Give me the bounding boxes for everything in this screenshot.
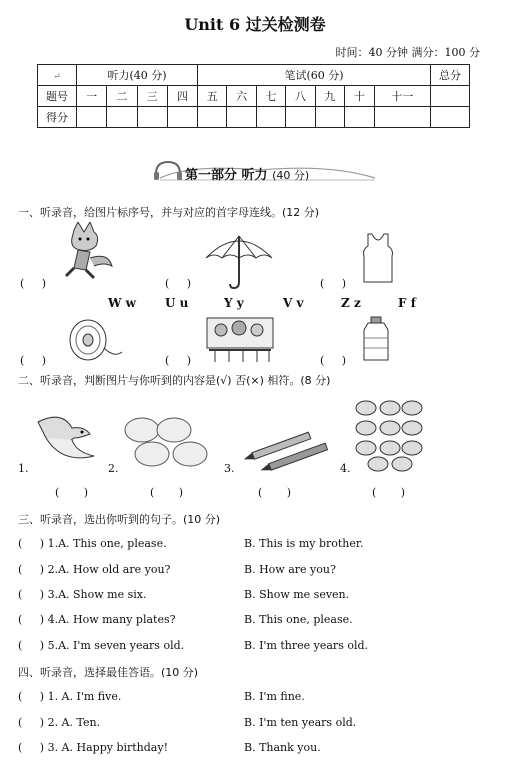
total-cell: [431, 86, 470, 107]
score-table: [37, 64, 470, 128]
q2-blank[interactable]: ( ): [258, 486, 292, 499]
letter[interactable]: Z z: [341, 296, 361, 310]
q2-num: 1.: [18, 462, 29, 475]
letter[interactable]: Y y: [224, 296, 244, 310]
score-cell[interactable]: [345, 107, 374, 128]
q2-heading: 二、听录音，判断图片与你听到的内容是(√) 否(×) 相符。(8 分): [18, 374, 331, 387]
umbrella-icon: [204, 230, 274, 290]
qnum: 十: [345, 86, 374, 107]
score-cell[interactable]: [286, 107, 315, 128]
time-info: 时间：40 分钟 满分：100 分: [335, 46, 480, 59]
q4-option-b[interactable]: B. Thank you.: [244, 741, 321, 754]
score-cell[interactable]: [431, 107, 470, 128]
vest-icon: [360, 232, 396, 284]
q4-option-b[interactable]: B. I'm ten years old.: [244, 716, 357, 729]
row-label-score: 得分: [38, 107, 77, 128]
q3-option-b[interactable]: B. How are you?: [244, 563, 336, 576]
q1-blank[interactable]: ( ): [320, 277, 347, 290]
qnum: 六: [227, 86, 256, 107]
letter[interactable]: W w: [108, 296, 136, 310]
writing-group: 笔试(60 分): [198, 65, 431, 86]
qnum: 三: [137, 86, 167, 107]
qnum: 八: [286, 86, 315, 107]
q4-option-b[interactable]: B. I'm fine.: [244, 690, 305, 703]
qnum: 四: [167, 86, 197, 107]
q4-option-a[interactable]: ( ) 3. A. Happy birthday!: [18, 741, 168, 754]
qnum: 五: [198, 86, 227, 107]
listening-group: 听力(40 分): [77, 65, 198, 86]
eggs-icon: [122, 416, 218, 468]
q3-option-a[interactable]: ( ) 2.A. How old are you?: [18, 563, 171, 576]
score-cell[interactable]: [256, 107, 285, 128]
q3-heading: 三、听录音，选出你听到的句子。(10 分): [18, 513, 221, 526]
qnum: 一: [77, 86, 107, 107]
letter[interactable]: F f: [398, 296, 416, 310]
q2-blank[interactable]: ( ): [150, 486, 184, 499]
q3-option-a[interactable]: ( ) 3.A. Show me six.: [18, 588, 147, 601]
qnum: 七: [256, 86, 285, 107]
qnum: 九: [315, 86, 344, 107]
q4-option-a[interactable]: ( ) 1. A. I'm five.: [18, 690, 122, 703]
qnum: 二: [107, 86, 137, 107]
pens-icon: [244, 430, 334, 474]
q4-option-a[interactable]: ( ) 2. A. Ten.: [18, 716, 101, 729]
q2-num: 4.: [340, 462, 351, 475]
corner-cell: ↵: [38, 65, 77, 86]
q1-blank[interactable]: ( ): [320, 354, 347, 367]
q4-heading: 四、听录音，选择最佳答语。(10 分): [18, 666, 199, 679]
ducks-icon: [352, 396, 424, 472]
q3-option-b[interactable]: B. I'm three years old.: [244, 639, 369, 652]
q1-blank[interactable]: ( ): [20, 354, 47, 367]
qnum: 十一: [374, 86, 430, 107]
q1-blank[interactable]: ( ): [20, 277, 47, 290]
score-cell[interactable]: [374, 107, 430, 128]
q3-option-a[interactable]: ( ) 5.A. I'm seven years old.: [18, 639, 185, 652]
part1-title: 第一部分 听力 (40 分): [185, 168, 310, 183]
score-cell[interactable]: [227, 107, 256, 128]
q3-option-a[interactable]: ( ) 1.A. This one, please.: [18, 537, 167, 550]
zoo-icon: [205, 316, 275, 364]
q2-num: 2.: [108, 462, 119, 475]
q1-blank[interactable]: ( ): [165, 277, 192, 290]
score-cell[interactable]: [198, 107, 227, 128]
letter[interactable]: V v: [283, 296, 304, 310]
row-label-question: 题号: [38, 86, 77, 107]
q2-blank[interactable]: ( ): [55, 486, 89, 499]
q1-heading: 一、听录音，给图片标序号，并与对应的首字母连线。(12 分): [18, 206, 320, 219]
q2-num: 3.: [224, 462, 235, 475]
headphone-icon: [154, 162, 182, 180]
q3-option-a[interactable]: ( ) 4.A. How many plates?: [18, 613, 176, 626]
fox-icon: [60, 222, 116, 284]
page-title: Unit 6 过关检测卷: [184, 15, 326, 34]
q3-option-b[interactable]: B. This is my brother.: [244, 537, 364, 550]
q2-blank[interactable]: ( ): [372, 486, 406, 499]
bird-icon: [32, 408, 100, 468]
score-cell[interactable]: [315, 107, 344, 128]
bottle-icon: [362, 316, 390, 362]
q3-option-b[interactable]: B. This one, please.: [244, 613, 353, 626]
total-header: 总分: [431, 65, 470, 86]
yoyo-icon: [64, 318, 124, 362]
q1-blank[interactable]: ( ): [165, 354, 192, 367]
score-cell[interactable]: [137, 107, 167, 128]
score-cell[interactable]: [107, 107, 137, 128]
score-cell[interactable]: [77, 107, 107, 128]
score-cell[interactable]: [167, 107, 197, 128]
letter[interactable]: U u: [165, 296, 189, 310]
q3-option-b[interactable]: B. Show me seven.: [244, 588, 350, 601]
